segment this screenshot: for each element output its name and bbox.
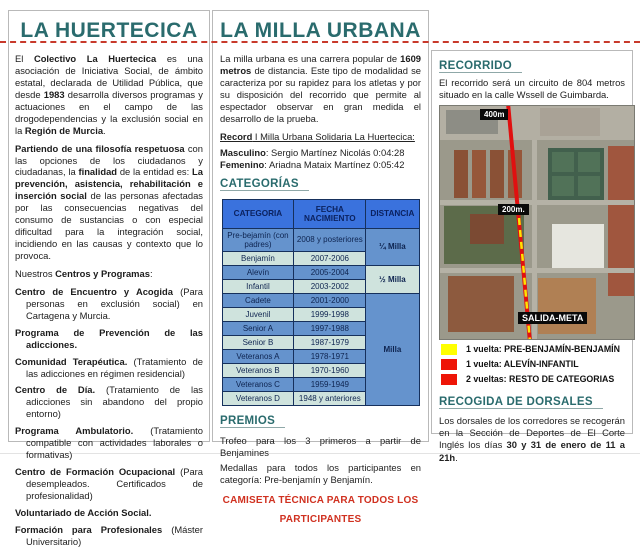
premios-heading: PREMIOS <box>220 415 285 428</box>
table-cell: 1970-1960 <box>294 363 366 377</box>
text-block: Formación para Profesionales (Máster Universitario) <box>15 523 203 547</box>
text-block: Programa Ambulatorio. (Tratamiento compatible con actividades laborales o formativas) <box>15 425 203 461</box>
table-cell: Veteranos D <box>222 391 294 405</box>
text-block: Programa de Prevención de las adicciones. <box>15 326 203 350</box>
table-cell: Alevín <box>222 265 294 279</box>
milla-intro: La milla urbana es una carrera popular de 1609 metros de distancia. Este tipo de modalidad se caracteriza por su rapidez para los atletas y por su disposición del recorrido que permite al espectador observar en gran medida el desarrollo de la prueba. <box>220 53 421 124</box>
table-cell: Senior B <box>222 335 294 349</box>
distance-cell: Milla <box>366 293 419 405</box>
recorrido-heading: RECORRIDO <box>439 60 522 73</box>
text-block: Nuestros Centros y Programas: <box>15 267 153 279</box>
dorsales-text: Los dorsales de los corredores se recogerán en la Sección de Deportes de El Corte Inglés los días 30 y 31 de enero de 11 a 21h. <box>439 414 625 463</box>
camiseta-highlight: CAMISETA TÉCNICA PARA TODOS LOS PARTICIPANTES <box>222 494 419 525</box>
milla-title: LA MILLA URBANA <box>220 19 421 42</box>
text-block: Centro de Encuentro y Acogida (Para personas en exclusión social) en Cartagena y Murcia. <box>15 285 204 321</box>
table-cell: Pre-bejamín (con padres) <box>222 228 294 251</box>
right-column-recorrido <box>431 50 633 463</box>
table-row <box>222 228 419 251</box>
recorrido-text: El recorrido será un circuito de 804 metros situado en la calle Wssell de Guimbarda. <box>439 77 625 100</box>
text-block: Centro de Formación Ocupacional (Para desempleados. Certificados de profesionalidad) <box>15 466 203 501</box>
huertecica-title: LA HUERTECICA <box>20 19 198 42</box>
table-cell: 1997-1988 <box>294 321 366 335</box>
route-map-aerial <box>439 105 635 340</box>
text-block: Comunidad Terapéutica. (Tratamiento de las adicciones en régimen residencial) <box>15 355 203 379</box>
premios-medallas: Medallas para todos los participantes en categoría: Pre-benjamín y Benjamín. <box>220 462 421 486</box>
distance-cell: ¼ Milla <box>366 228 419 265</box>
table-cell: Juvenil <box>222 307 294 321</box>
legend-color-swatch <box>441 344 457 355</box>
table-header-cell: DISTANCIA <box>366 199 419 228</box>
table-cell: Veteranos A <box>222 349 294 363</box>
map-label-salida-meta: SALIDA-META <box>518 312 587 324</box>
legend-label: 1 vuelta: ALEVÍN-INFANTIL <box>466 359 579 370</box>
red-dashed-separator <box>0 41 640 43</box>
text-block: Partiendo de una filosofía respetuosa con las opciones de los ciudadanos y ciudadanas, la finalidad de la entidad es: La prevención, asistencia, rehabilitación e inserción social de las personas afectadas por las consecuencias negativas del consumo de sustancias o con especial dificultad para la integración social, incidiendo en las causas y contexto que lo provoca. <box>15 142 203 261</box>
table-cell: 2007-2006 <box>294 251 366 265</box>
table-cell: Veteranos B <box>222 363 294 377</box>
huertecica-text <box>15 53 203 548</box>
table-row <box>222 265 419 279</box>
record-femenino: Femenino: Ariadna Mataix Martínez 0:05:42 <box>220 158 405 170</box>
table-cell: 1959-1949 <box>294 377 366 391</box>
table-cell: 2005-2004 <box>294 265 366 279</box>
premios-trofeo: Trofeo para los 3 primeros a partir de Benjamines <box>220 434 421 458</box>
table-cell: 2003-2002 <box>294 279 366 293</box>
dorsales-heading: RECOGIDA DE DORSALES <box>439 396 603 409</box>
legend-label: 1 vuelta: PRE-BENJAMÍN-BENJAMÍN <box>466 344 620 355</box>
table-cell: 1948 y anteriores <box>294 391 366 405</box>
route-legend <box>439 344 625 385</box>
table-row <box>222 293 419 307</box>
table-cell: 1987-1979 <box>294 335 366 349</box>
map-label-400m: 400m <box>480 109 508 120</box>
table-cell: 1978-1971 <box>294 349 366 363</box>
table-cell: Veteranos C <box>222 377 294 391</box>
text-block: El Colectivo La Huertecica es una asociación de Iniciativa Social, de ámbito estatal, declarada de Utilidad Pública, que desde 1983 desarrolla diversos programas y actuaciones en el campo de las drogodependencias y la exclusión social en la Región de Murcia. <box>15 53 203 136</box>
table-header-cell: CATEGORIA <box>222 199 294 228</box>
table-cell: 1999-1998 <box>294 307 366 321</box>
text-block: Centro de Día. (Tratamiento de las adicciones sin abandono del propio entorno) <box>15 384 203 420</box>
distance-cell: ½ Milla <box>366 265 419 293</box>
record-masculino: Masculino: Sergio Martínez Nicolás 0:04:28 <box>220 146 405 158</box>
legend-row <box>441 359 625 370</box>
left-column-huertecica <box>8 10 210 547</box>
table-header-cell: FECHA NACIMIENTO <box>294 199 366 228</box>
table-cell: 2008 y posteriores <box>294 228 366 251</box>
map-label-200m: 200m. <box>498 204 529 215</box>
legend-label: 2 vueltas: RESTO DE CATEGORIAS <box>466 374 615 385</box>
legend-row <box>441 374 625 385</box>
table-cell: Benjamín <box>222 251 294 265</box>
legend-color-swatch <box>441 374 457 385</box>
route-line-red <box>440 106 634 339</box>
categorias-heading: CATEGORÍAS <box>220 178 309 191</box>
categories-table <box>222 199 420 406</box>
table-cell: Cadete <box>222 293 294 307</box>
legend-color-swatch <box>441 359 457 370</box>
middle-column-milla <box>212 10 429 525</box>
text-block: Voluntariado de Acción Social. <box>15 506 152 518</box>
record-line: Record I Milla Urbana Solidaria La Huertecica: <box>220 130 415 142</box>
table-cell: Senior A <box>222 321 294 335</box>
legend-row <box>441 344 625 355</box>
table-cell: Infantil <box>222 279 294 293</box>
table-cell: 2001-2000 <box>294 293 366 307</box>
